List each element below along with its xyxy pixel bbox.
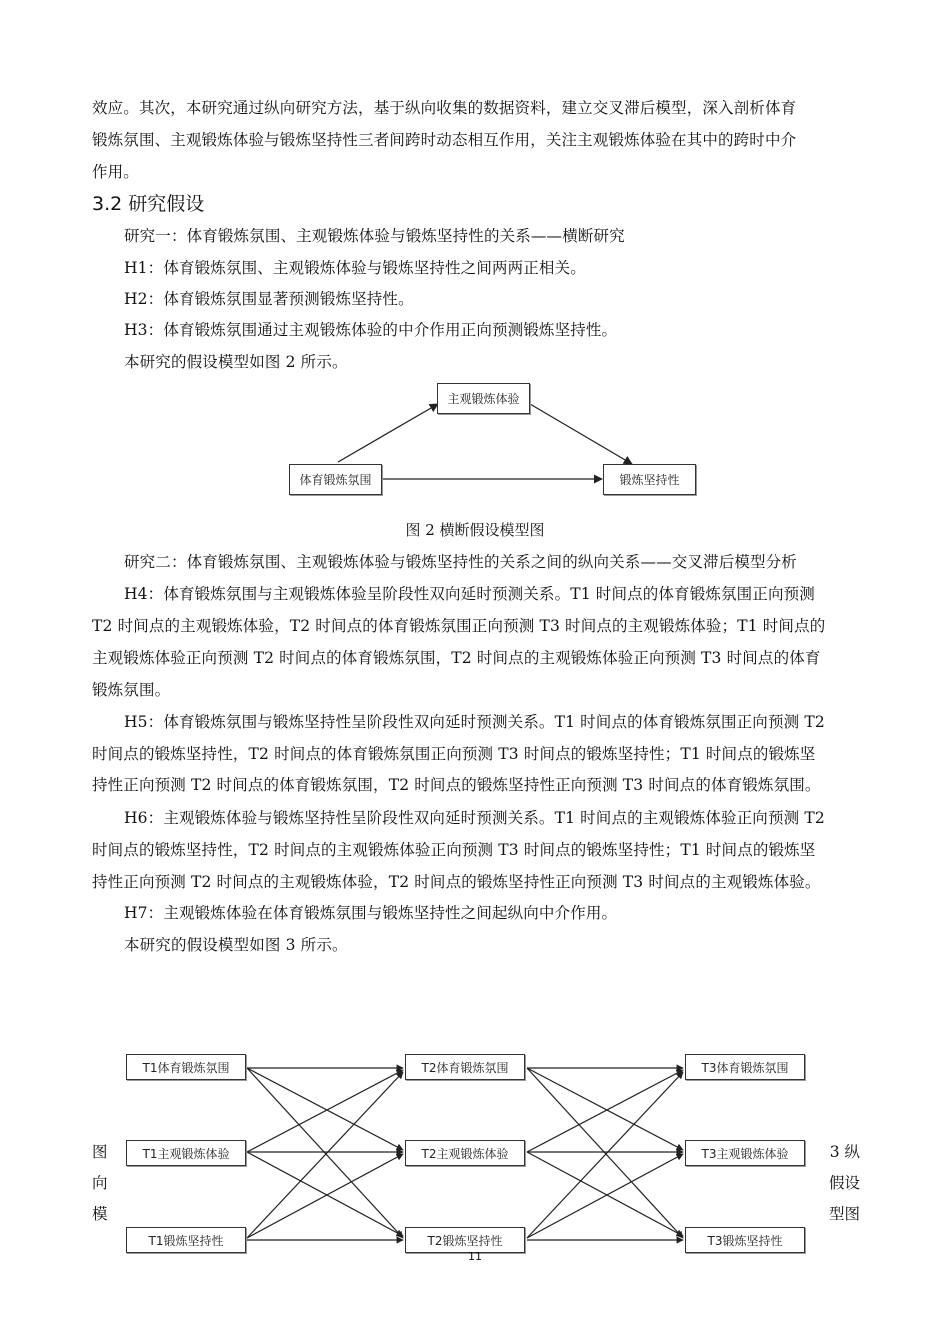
hypothesis-h5-line: 持性正向预测 T2 时间点的体育锻炼氛围，T2 时间点的锻炼坚持性正向预测 T3 时间点的体育锻炼氛围。 [92,776,821,794]
caption-fragment: 3 纵 [829,1143,860,1161]
caption-fragment: 模 [92,1205,108,1223]
study-two-title: 研究二：体育锻炼氛围、主观锻炼体验与锻炼坚持性的关系之间的纵向关系——交叉滞后模型分析 [124,553,797,571]
t3-experience-box: T3主观锻炼体验 [685,1140,805,1166]
figure-3-caption-right [826,1137,860,1230]
hypothesis-h4-line: 锻炼氛围。 [92,681,171,699]
model-reference-fig3: 本研究的假设模型如图 3 所示。 [124,936,348,954]
body-text-line: 作用。 [92,163,139,181]
hypothesis-h5: H5：体育锻炼氛围与锻炼坚持性呈阶段性双向延时预测关系。T1 时间点的体育锻炼氛围正向预测 T2 [124,713,825,731]
page-number: 11 [468,1250,482,1263]
hypothesis-h3: H3：体育锻炼氛围通过主观锻炼体验的中介作用正向预测锻炼坚持性。 [124,321,618,339]
caption-fragment: 图 [92,1143,108,1161]
caption-fragment: 向 [92,1174,108,1192]
t3-climate-box: T3体育锻炼氛围 [685,1054,805,1080]
hypothesis-h1: H1：体育锻炼氛围、主观锻炼体验与锻炼坚持性之间两两正相关。 [124,259,586,277]
t1-climate-box: T1体育锻炼氛围 [126,1054,246,1080]
t1-experience-box: T1主观锻炼体验 [126,1140,246,1166]
study-one-title: 研究一：体育锻炼氛围、主观锻炼体验与锻炼坚持性的关系——横断研究 [124,227,625,245]
model-reference-fig2: 本研究的假设模型如图 2 所示。 [124,353,348,371]
hypothesis-h5-line: 时间点的锻炼坚持性，T2 时间点的体育锻炼氛围正向预测 T3 时间点的锻炼坚持性；T1 时间点的锻炼坚 [92,745,816,763]
hypothesis-h6: H6：主观锻炼体验与锻炼坚持性呈阶段性双向延时预测关系。T1 时间点的主观锻炼体验正向预测 T2 [124,809,825,827]
t3-adherence-box: T3锻炼坚持性 [685,1227,805,1253]
hypothesis-h2: H2：体育锻炼氛围显著预测锻炼坚持性。 [124,290,414,308]
figure-3-caption-left [92,1137,108,1230]
section-heading: 3.2 研究假设 [92,193,205,215]
hypothesis-h4-line: 主观锻炼体验正向预测 T2 时间点的体育锻炼氛围，T2 时间点的主观锻炼体验正向预测 T3 时间点的体育 [92,649,821,667]
caption-fragment: 假设 [828,1174,860,1192]
t2-adherence-box: T2锻炼坚持性 [405,1227,525,1253]
hypothesis-h6-line: 时间点的锻炼坚持性，T2 时间点的主观锻炼体验正向预测 T3 时间点的锻炼坚持性；T1 时间点的锻炼坚 [92,841,816,859]
t1-adherence-box: T1锻炼坚持性 [126,1227,246,1253]
caption-fragment: 型图 [828,1205,860,1223]
figure-2-caption: 图 2 横断假设模型图 [405,521,545,539]
body-text-line: 效应。其次，本研究通过纵向研究方法，基于纵向收集的数据资料，建立交叉滞后模型，深入剖析体育 [92,99,797,117]
predictor-box: 体育锻炼氛围 [289,464,382,495]
body-text-line: 锻炼氛围、主观锻炼体验与锻炼坚持性三者间跨时动态相互作用，关注主观锻炼体验在其中的跨时中介 [92,131,797,149]
outcome-box: 锻炼坚持性 [603,464,696,495]
hypothesis-h7: H7：主观锻炼体验在体育锻炼氛围与锻炼坚持性之间起纵向中介作用。 [124,904,618,922]
t2-climate-box: T2体育锻炼氛围 [405,1054,525,1080]
hypothesis-h6-line: 持性正向预测 T2 时间点的主观锻炼体验，T2 时间点的锻炼坚持性正向预测 T3 时间点的主观锻炼体验。 [92,873,821,891]
mediator-box: 主观锻炼体验 [437,383,530,414]
hypothesis-h4-line: T2 时间点的主观锻炼体验，T2 时间点的体育锻炼氛围正向预测 T3 时间点的主观锻炼体验；T1 时间点的 [92,617,826,635]
t2-experience-box: T2主观锻炼体验 [405,1140,525,1166]
hypothesis-h4: H4：体育锻炼氛围与主观锻炼体验呈阶段性双向延时预测关系。T1 时间点的体育锻炼氛围正向预测 [124,585,815,603]
